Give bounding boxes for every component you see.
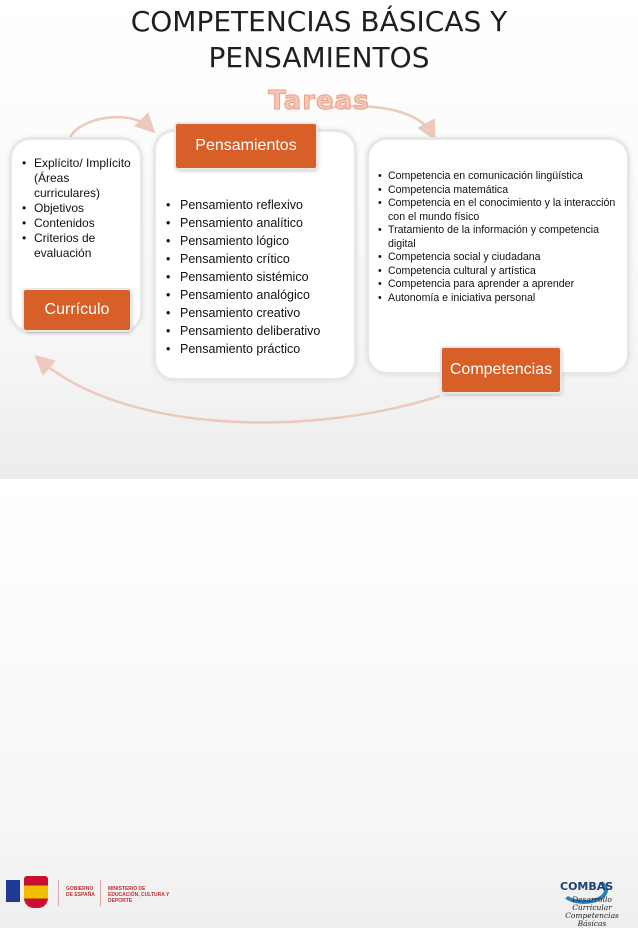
list-item: • Contenidos <box>22 216 132 231</box>
list-item: • Criterios de evaluación <box>22 231 132 261</box>
arrow-curriculo-to-pensamientos <box>70 117 150 138</box>
list-item: • Pensamiento lógico <box>166 232 352 250</box>
combas-logo-name: COMBAS <box>560 880 614 893</box>
competencias-label: Competencias <box>442 348 560 392</box>
list-item: • Pensamiento crítico <box>166 250 352 268</box>
list-item: • Competencia matemática <box>378 184 618 198</box>
list-item: • Pensamiento analógico <box>166 286 352 304</box>
title-line-2: PENSAMIENTOS <box>208 41 430 74</box>
list-item: • Explícito/ Implícito (Áreas curriculares) <box>22 156 132 201</box>
title-line-1: COMPETENCIAS BÁSICAS Y <box>130 5 508 38</box>
list-item: • Objetivos <box>22 201 132 216</box>
logo-sub-line-1: Desarrollo Curricular <box>572 895 612 912</box>
list-item: • Pensamiento creativo <box>166 304 352 322</box>
eu-flag-icon <box>6 880 20 902</box>
footer <box>0 436 638 928</box>
list-item: • Competencia en el conocimiento y la interacción con el mundo físico <box>378 197 618 224</box>
list-item: • Competencia cultural y artística <box>378 265 618 279</box>
pensamientos-label: Pensamientos <box>176 124 316 168</box>
combas-logo-subtitle <box>552 896 632 928</box>
list-item: • Pensamiento deliberativo <box>166 322 352 340</box>
list-item: • Pensamiento reflexivo <box>166 196 352 214</box>
list-item: • Pensamiento práctico <box>166 340 352 358</box>
spain-coat-of-arms-icon <box>24 876 48 908</box>
curriculo-label: Currículo <box>24 290 130 330</box>
list-item: • Pensamiento analítico <box>166 214 352 232</box>
tareas-heading: Tareas <box>268 86 370 116</box>
list-item: • Competencia en comunicación lingüística <box>378 170 618 184</box>
curriculo-list <box>22 156 132 261</box>
list-item: • Competencia social y ciudadana <box>378 251 618 265</box>
divider <box>100 880 101 906</box>
list-item: • Autonomía e iniciativa personal <box>378 292 618 306</box>
gobierno-text: GOBIERNO DE ESPAÑA <box>66 886 95 898</box>
list-item: • Pensamiento sistémico <box>166 268 352 286</box>
ministerio-text: MINISTERIO DE EDUCACIÓN, CULTURA Y DEPORTE <box>108 886 170 904</box>
list-item: • Tratamiento de la información y competencia digital <box>378 224 618 251</box>
pensamientos-list <box>166 196 352 358</box>
logo-sub-line-2: Competencias Básicas <box>565 911 619 928</box>
divider <box>58 880 59 906</box>
list-item: • Competencia para aprender a aprender <box>378 278 618 292</box>
competencias-list <box>378 170 618 305</box>
